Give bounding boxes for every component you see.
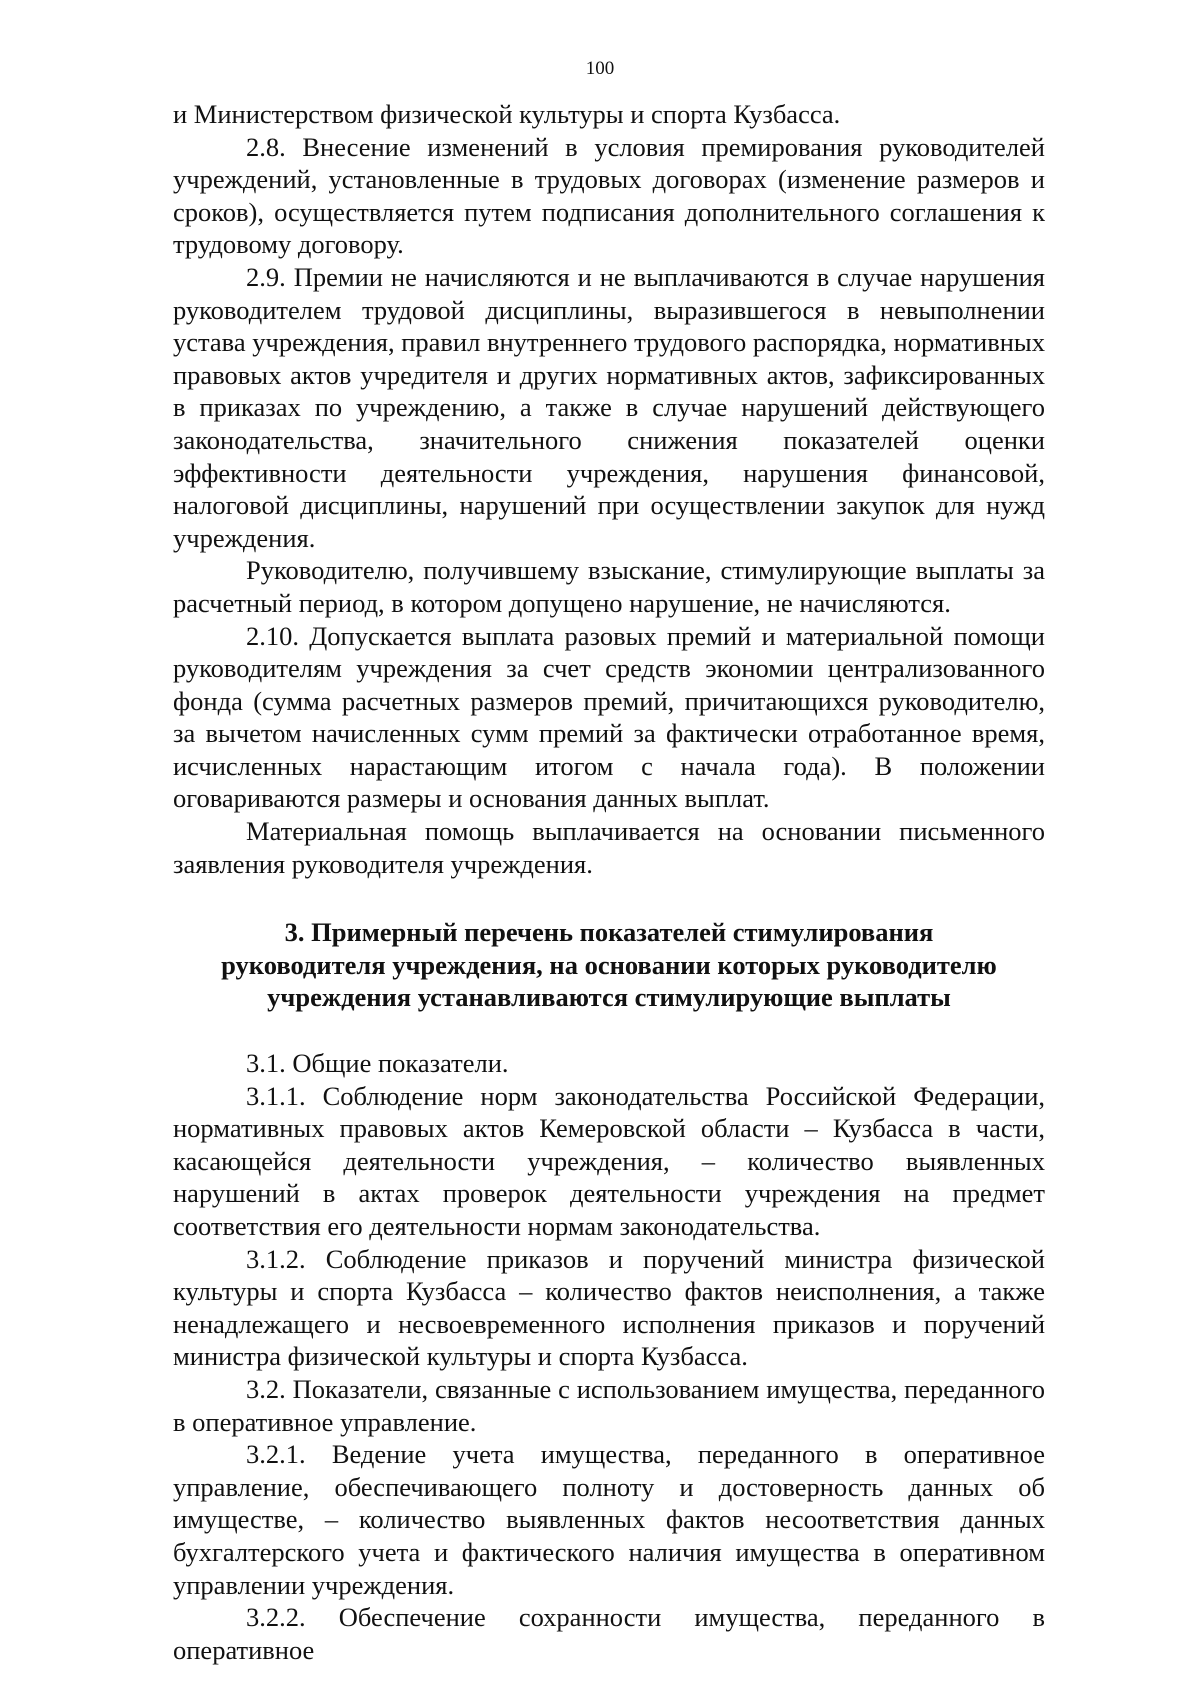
paragraph: 2.9. Премии не начисляются и не выплачиваются в случае нарушения руководителем трудовой дисциплины, выразившегося в невыполнении устава учреждения, правил внутреннего трудового распорядка, нормативных правовых актов учредителя и других нормативных актов, зафиксированных в приказах по учреждению, а также в случае нарушений действующего законодательства, значительного снижения показателей оценки эффективности деятельности учреждения, нарушения финансовой, налоговой дисциплины, нарушений при осуществлении закупок для нужд учреждения. <box>173 261 1045 553</box>
paragraph: 2.8. Внесение изменений в условия премирования руководителей учреждений, установленные в трудовых договорах (изменение размеров и сроков), осуществляется путем подписания дополнительного соглашения к трудовому договору. <box>173 131 1045 260</box>
page-body <box>173 98 1045 1666</box>
paragraph: 3.2.2. Обеспечение сохранности имущества, переданного в оперативное <box>173 1602 1045 1665</box>
section-heading-line: руководителя учреждения, на основании которых руководителю <box>221 949 997 980</box>
section-heading-line: учреждения устанавливаются стимулирующие выплаты <box>267 982 951 1013</box>
paragraph: Материальная помощь выплачивается на основании письменного заявления руководителя учреждения. <box>173 816 1045 879</box>
paragraph: 3.1.1. Соблюдение норм законодательства Российской Федерации, нормативных правовых актов Кемеровской области – Кузбасса в части, касающейся деятельности учреждения, – количество выявленных нарушений в актах проверок деятельности учреждения на предмет соответствия его деятельности нормам законодательства. <box>173 1080 1045 1241</box>
page-number: 100 <box>585 58 615 79</box>
paragraph: 3.2. Показатели, связанные с использованием имущества, переданного в оперативное управление. <box>173 1373 1045 1437</box>
paragraph: 2.10. Допускается выплата разовых премий и материальной помощи руководителям учреждения за счет средств экономии централизованного фонда (сумма расчетных размеров премий, причитающихся руководителю, за вычетом начисленных сумм премий за фактически отработанное время, исчисленных нарастающим итогом с начала года). В положении оговариваются размеры и основания данных выплат. <box>173 620 1045 814</box>
section-heading-line: 3. Примерный перечень показателей стимулирования <box>284 917 934 948</box>
paragraph: Руководителю, получившему взыскание, стимулирующие выплаты за расчетный период, в котором допущено нарушение, не начисляются. <box>173 555 1045 618</box>
paragraph: 3.1.2. Соблюдение приказов и поручений министра физической культуры и спорта Кузбасса – количество фактов неисполнения, а также ненадлежащего и несвоевременного исполнения приказов и поручений министра физической культуры и спорта Кузбасса. <box>173 1243 1045 1372</box>
section-heading <box>173 916 1045 1014</box>
paragraph: 3.1. Общие показатели. <box>246 1048 509 1079</box>
paragraph: 3.2.1. Ведение учета имущества, переданного в оперативное управление, обеспечивающего полноту и достоверность данных об имуществе, – количество выявленных фактов несоответствия данных бухгалтерского учета и фактического наличия имущества в оперативном управлении учреждения. <box>173 1439 1045 1600</box>
paragraph: и Министерством физической культуры и спорта Кузбасса. <box>173 99 841 129</box>
